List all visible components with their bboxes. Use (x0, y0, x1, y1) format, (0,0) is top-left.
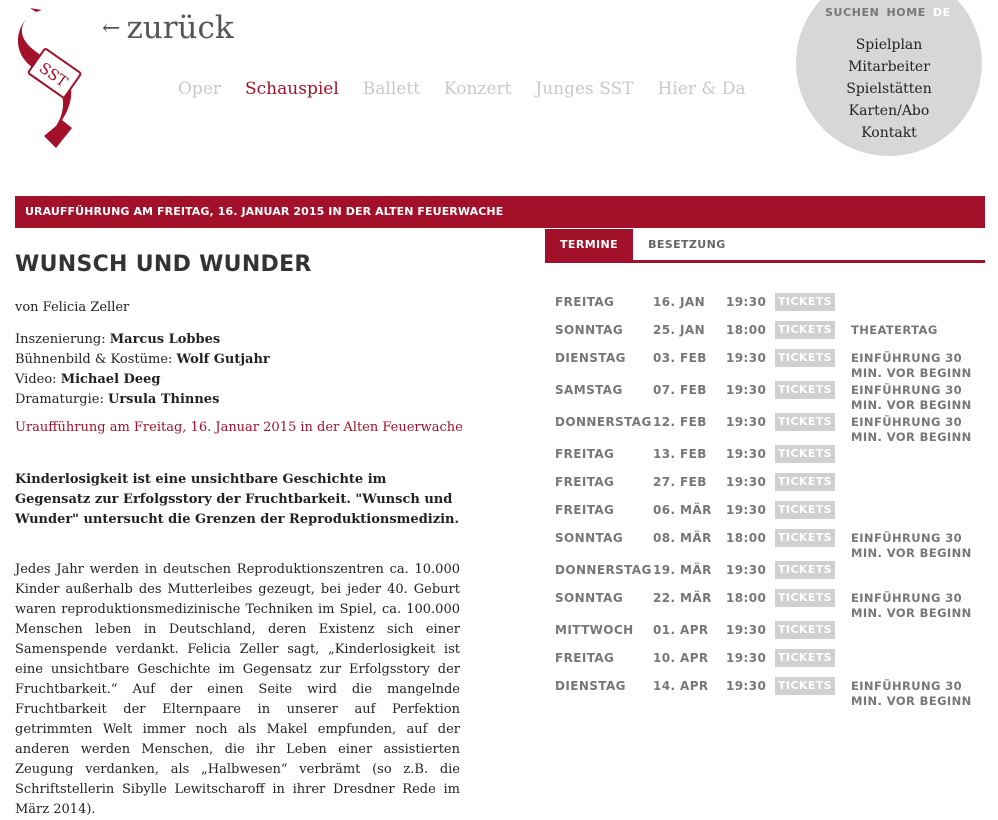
nav-hier-und-da[interactable]: Hier & Da (657, 79, 746, 99)
performance-row (555, 500, 985, 528)
performance-time: 19:30 (726, 651, 767, 665)
credit-row (15, 370, 270, 390)
performance-date: 03. FEB (653, 351, 707, 365)
performance-row (555, 412, 985, 444)
tickets-button[interactable]: TICKETS (775, 445, 835, 463)
performance-day: MITTWOCH (555, 623, 634, 637)
credit-name: Marcus Lobbes (109, 332, 221, 347)
performance-day: SONNTAG (555, 591, 624, 605)
performance-date: 08. MÄR (653, 531, 712, 545)
page-title: WUNSCH UND WUNDER (15, 252, 312, 277)
service-spielplan[interactable]: Spielplan (855, 37, 923, 53)
nav-oper[interactable]: Oper (178, 79, 222, 99)
back-label: zurück (126, 10, 234, 46)
nav-schauspiel[interactable]: Schauspiel (245, 79, 339, 99)
service-kontakt[interactable]: Kontakt (861, 125, 917, 141)
performance-note: EINFÜHRUNG 30 MIN. VOR BEGINN (851, 351, 972, 380)
performance-note: EINFÜHRUNG 30 MIN. VOR BEGINN (851, 591, 972, 620)
tickets-button[interactable]: TICKETS (775, 621, 835, 639)
performance-time: 19:30 (726, 351, 767, 365)
performance-day: SONNTAG (555, 323, 624, 337)
credits (15, 330, 270, 410)
performance-date: 27. FEB (653, 475, 707, 489)
tickets-button[interactable]: TICKETS (775, 501, 835, 519)
performance-row (555, 348, 985, 380)
language-switch[interactable]: DE (932, 6, 951, 19)
performance-row (555, 648, 985, 676)
nav-junges-sst[interactable]: Junges SST (535, 79, 634, 99)
performance-day: SAMSTAG (555, 383, 623, 397)
credit-row (15, 330, 270, 350)
performance-day: FREITAG (555, 503, 615, 517)
tab-termine[interactable]: TERMINE (545, 229, 633, 260)
performance-time: 19:30 (726, 475, 767, 489)
premiere-note: Uraufführung am Freitag, 16. Januar 2015 in der Alten Feuerwache (15, 420, 463, 435)
performance-day: DONNERSTAG (555, 563, 652, 577)
performance-time: 19:30 (726, 623, 767, 637)
performance-day: FREITAG (555, 295, 615, 309)
tickets-button[interactable]: TICKETS (775, 649, 835, 667)
author: von Felicia Zeller (15, 300, 130, 315)
performance-note: EINFÜHRUNG 30 MIN. VOR BEGINN (851, 679, 972, 708)
performance-row (555, 292, 985, 320)
performance-row (555, 620, 985, 648)
performance-day: FREITAG (555, 447, 615, 461)
performance-date: 22. MÄR (653, 591, 712, 605)
credit-role: Bühnenbild & Kostüme: (15, 352, 173, 367)
tickets-button[interactable]: TICKETS (775, 529, 835, 547)
credit-name: Michael Deeg (60, 372, 161, 387)
tickets-button[interactable]: TICKETS (775, 413, 835, 431)
performance-note: EINFÜHRUNG 30 MIN. VOR BEGINN (851, 531, 972, 560)
performance-date: 13. FEB (653, 447, 707, 461)
arrow-left-icon: ← (102, 15, 121, 41)
performance-time: 18:00 (726, 531, 767, 545)
performance-time: 19:30 (726, 447, 767, 461)
performance-time: 18:00 (726, 323, 767, 337)
performance-date: 01. APR (653, 623, 709, 637)
performance-row (555, 560, 985, 588)
tickets-button[interactable]: TICKETS (775, 381, 835, 399)
performance-note: EINFÜHRUNG 30 MIN. VOR BEGINN (851, 383, 972, 412)
sst-logo[interactable] (16, 8, 88, 150)
performance-time: 19:30 (726, 679, 767, 693)
performance-row (555, 588, 985, 620)
nav-konzert[interactable]: Konzert (444, 79, 512, 99)
search-link[interactable]: SUCHEN (825, 6, 880, 19)
performance-date: 10. APR (653, 651, 709, 665)
performance-time: 19:30 (726, 563, 767, 577)
performance-date: 12. FEB (653, 415, 707, 429)
performance-list (555, 292, 985, 708)
tickets-button[interactable]: TICKETS (775, 561, 835, 579)
performance-time: 19:30 (726, 295, 767, 309)
performance-date: 16. JAN (653, 295, 706, 309)
tickets-button[interactable]: TICKETS (775, 589, 835, 607)
performance-time: 19:30 (726, 415, 767, 429)
performance-row (555, 444, 985, 472)
credit-row (15, 350, 270, 370)
tickets-button[interactable]: TICKETS (775, 293, 835, 311)
credit-role: Dramaturgie: (15, 392, 104, 407)
performance-day: FREITAG (555, 651, 615, 665)
performance-row (555, 380, 985, 412)
tickets-button[interactable]: TICKETS (775, 677, 835, 695)
intro-text: Kinderlosigkeit ist eine unsichtbare Geschichte im Gegensatz zur Erfolgsstory der Fruchtbarkeit. "Wunsch und Wunder" untersucht die Grenzen der Reproduktionsmedizin. (15, 472, 460, 527)
performance-note: THEATERTAG (851, 323, 938, 337)
performance-row (555, 676, 985, 708)
performance-date: 06. MÄR (653, 503, 712, 517)
utility-links (825, 6, 951, 19)
home-link[interactable]: HOME (886, 6, 926, 19)
performance-date: 07. FEB (653, 383, 707, 397)
performance-time: 19:30 (726, 503, 767, 517)
performance-date: 14. APR (653, 679, 709, 693)
tickets-button[interactable]: TICKETS (775, 321, 835, 339)
back-link[interactable] (102, 10, 234, 46)
service-menu (796, 34, 982, 144)
performance-day: DIENSTAG (555, 679, 626, 693)
main-nav (178, 79, 770, 99)
tickets-button[interactable]: TICKETS (775, 473, 835, 491)
credit-row (15, 390, 270, 410)
premiere-banner: URAUFFÜHRUNG AM FREITAG, 16. JANUAR 2015 IN DER ALTEN FEUERWACHE (15, 196, 985, 228)
credit-role: Video: (15, 372, 57, 387)
service-mitarbeiter[interactable]: Mitarbeiter (848, 59, 930, 75)
logo-text: SST (35, 58, 71, 91)
performance-row (555, 528, 985, 560)
performance-time: 19:30 (726, 383, 767, 397)
performance-day: DIENSTAG (555, 351, 626, 365)
tickets-button[interactable]: TICKETS (775, 349, 835, 367)
tab-besetzung[interactable]: BESETZUNG (648, 238, 726, 251)
service-spielstaetten[interactable]: Spielstätten (846, 81, 932, 97)
nav-ballett[interactable]: Ballett (362, 79, 420, 99)
performance-note: EINFÜHRUNG 30 MIN. VOR BEGINN (851, 415, 972, 444)
performance-date: 19. MÄR (653, 563, 712, 577)
performance-day: DONNERSTAG (555, 415, 652, 429)
performance-row (555, 320, 985, 348)
service-karten-abo[interactable]: Karten/Abo (848, 103, 930, 119)
credit-name: Wolf Gutjahr (176, 352, 270, 367)
performance-date: 25. JAN (653, 323, 706, 337)
performance-time: 18:00 (726, 591, 767, 605)
credit-name: Ursula Thinnes (107, 392, 220, 407)
performance-row (555, 472, 985, 500)
body-text: Jedes Jahr werden in deutschen Reproduktionszentren ca. 10.000 Kinder außerhalb des Mutterleibes gezeugt, bei jeder 40. Geburt waren reproduktionsmedizinische Techniken im Spiel, ca. 100.000 Menschen leben in Deutschland, deren Existenz sich einer Samenspende verdankt. Felicia Zeller sagt, „Kinderlosigkeit ist eine unsichtbare Geschichte im Gegensatz zur Erfolgsstory der Fruchtbarkeit.“ Auf der einen Seite wird die mangelnde Fruchtbarkeit der Elternpaare in unserer auf Perfektion getrimmten Welt immer noch als Makel empfunden, auf der anderen werden Menschen, die ihr Leben einer assistierten Zeugung verdanken, als „Halbwesen“ verbrämt (so z.B. die Schriftstellerin Sibylle Lewitscharoff in ihrer Dresdner Rede im März 2014). (15, 562, 460, 817)
credit-role: Inszenierung: (15, 332, 106, 347)
performance-day: FREITAG (555, 475, 615, 489)
tab-bar (545, 229, 985, 263)
performance-day: SONNTAG (555, 531, 624, 545)
